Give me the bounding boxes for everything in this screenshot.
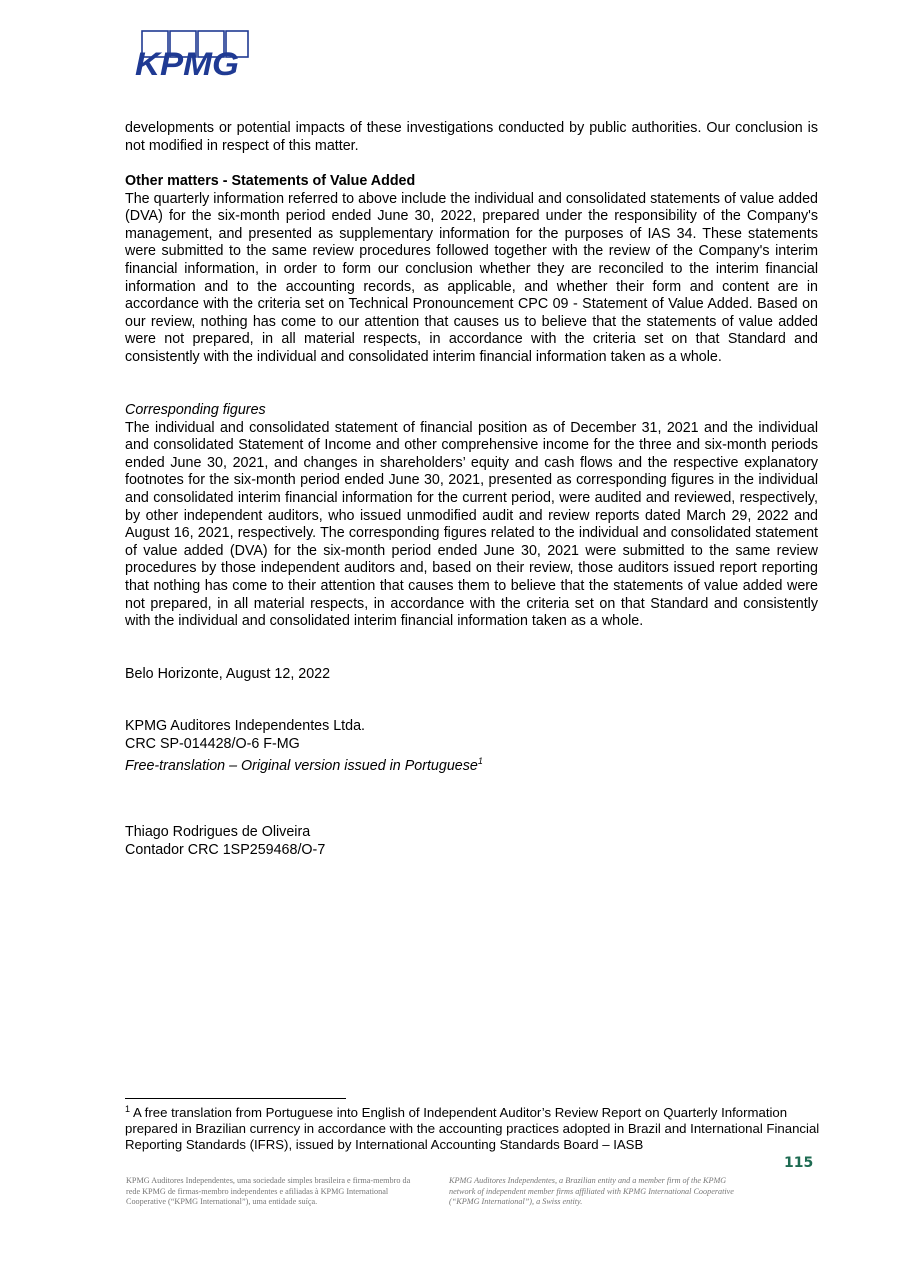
signatory-name: Thiago Rodrigues de Oliveira: [125, 824, 311, 840]
legal-english: KPMG Auditores Independentes, a Brazilian entity and a member firm of the KPMG network of independent member firms affiliated with KPMG International Cooperative (“KPMG International”), a Swiss entity.: [449, 1176, 734, 1207]
translation-note-text: Free-translation – Original version issued in Portuguese: [125, 757, 478, 774]
translation-footnote-mark: 1: [477, 756, 483, 767]
firm-block: [125, 718, 818, 776]
dva-heading: Other matters - Statements of Value Added: [125, 173, 416, 189]
firm-crc: CRC SP-014428/O-6 F-MG: [125, 735, 300, 752]
page-number: 115: [784, 1155, 814, 1171]
corresponding-paragraph: The individual and consolidated statement of financial position as of December 31, 2021 and the individual and consolidated Statement of Income and other comprehensive income for the three and six-month periods ended June 30, 2021, and changes in shareholders’ equity and cash flows and the respective explanatory footnotes for the six-month period ended June 30, 2021, presented as corresponding figures in the individual and consolidated interim financial information for the current period, were audited and reviewed, respectively, by other independent auditors, who issued unmodified audit and review reports dated March 29, 2022 and August 16, 2021, respectively. The corresponding figures related to the individual and consolidated statement of value added (DVA) for the six-month period ended June 30, 2021 were submitted to the same review procedures by those independent auditors and, based on their review, those auditors issued report reporting that nothing has come to their attention that causes them to believe that the statements of value added were not prepared, in all material respects, in accordance with the criteria set on that Standard and consistently with the individual and consolidated interim financial information taken as a whole.: [125, 419, 818, 630]
signatory-title: Contador CRC 1SP259468/O-7: [125, 841, 326, 858]
corresponding-section: [125, 402, 818, 631]
legal-portuguese: KPMG Auditores Independentes, uma sociedade simples brasileira e firma-membro da rede KPMG de firmas-membro independentes e afiliadas à KPMG International Cooperative (“KPMG International”), uma entidade suíça.: [126, 1176, 411, 1207]
kpmg-logo: [134, 30, 250, 78]
signatory-block: [125, 824, 818, 859]
place-date-text: Belo Horizonte, August 12, 2022: [125, 666, 331, 682]
intro-paragraph: developments or potential impacts of these investigations conducted by public authorities. Our conclusion is not modified in respect of this matter.: [125, 120, 818, 154]
intro-section: [125, 120, 818, 155]
firm-name: KPMG Auditores Independentes Ltda.: [125, 718, 366, 734]
footnote-mark: 1: [125, 1104, 131, 1114]
footnote-text: A free translation from Portuguese into English of Independent Auditor’s Review Report on Quarterly Information prepared in Brazilian currency in accordance with the accounting practices adopted in Brazil and International Financial Reporting Standards (IFRS), issued by International Accounting Standards Board – IASB: [125, 1105, 820, 1153]
dva-paragraph: The quarterly information referred to above include the individual and consolidated statements of value added (DVA) for the six-month period ended June 30, 2022, prepared under the responsibility of the Company's management, and presented as supplementary information for the purposes of IAS 34. These statements were submitted to the same review procedures followed together with the review of the Company's interim financial information, in order to form our conclusion whether they are reconciled to the interim financial information and to the accounting records, as applicable, and whether their form and content are in accordance with the criteria set on Technical Pronouncement CPC 09 - Statement of Value Added. Based on our review, nothing has come to our attention that causes us to believe that the statements of value added were not prepared, in all material respects, in accordance with the criteria set on that Standard and consistently with the individual and consolidated interim financial information taken as a whole.: [125, 190, 818, 365]
dva-section: [125, 173, 818, 367]
footnote-divider: [125, 1098, 346, 1099]
place-date: [125, 666, 818, 684]
translation-note: [125, 753, 818, 775]
kpmg-logo-text: KPMG: [135, 46, 239, 78]
footnote: [125, 1105, 825, 1154]
corresponding-heading: Corresponding figures: [125, 402, 266, 418]
